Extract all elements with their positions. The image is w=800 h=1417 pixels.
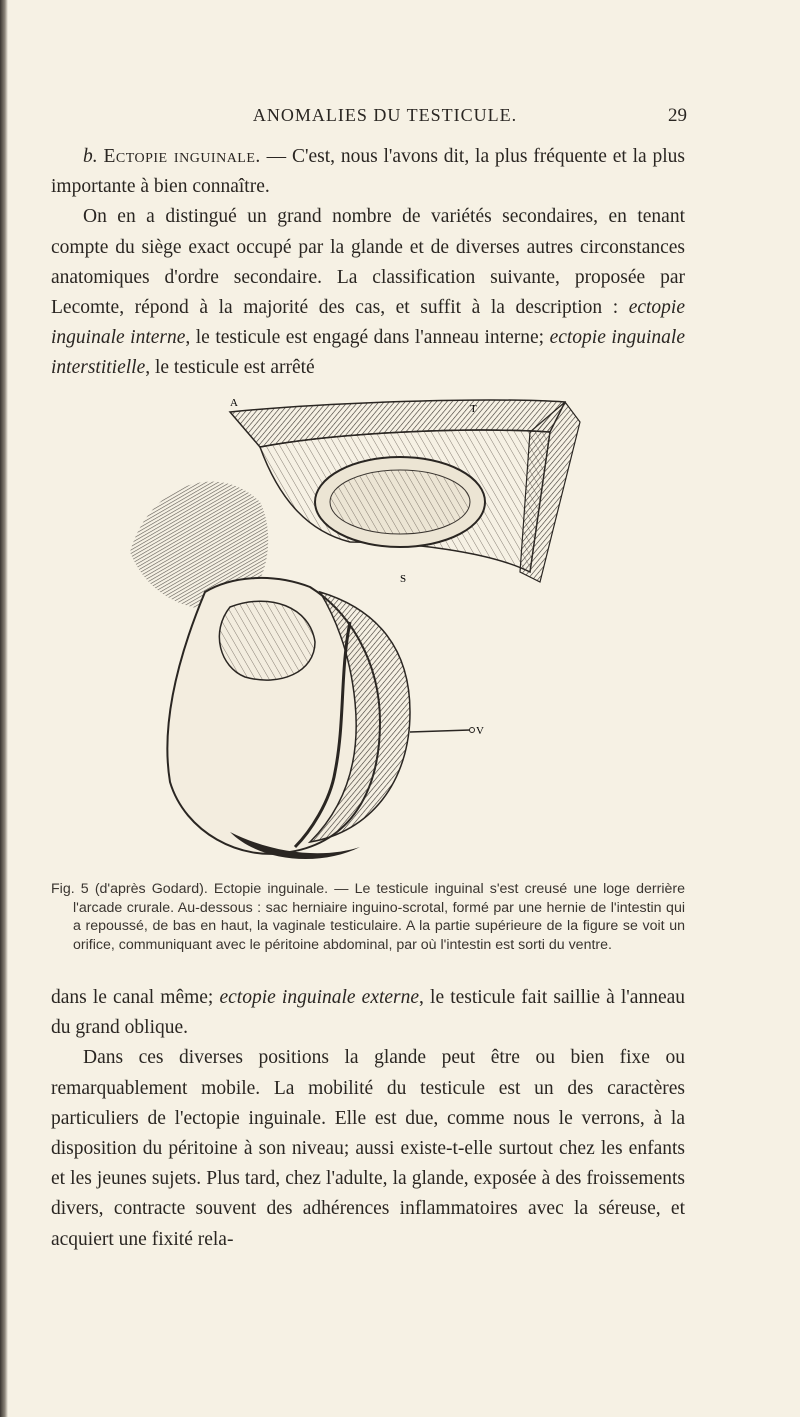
body-text-top bbox=[51, 142, 685, 384]
figure-caption bbox=[51, 880, 685, 954]
page-number: 29 bbox=[668, 105, 687, 126]
caption-text: Fig. 5 (d'après Godard). Ectopie inguinale. — Le testicule inguinal s'est creusé une loge derrière l'arcade crurale. Au-dessous : sac herniaire inguino-scrotal, formé par une hernie de l'intestin qui a repoussé, de bas en haut, la vaginale testiculaire. A la partie supérieure de la figure se voit un orifice, communiquant avec le péritoine abdominal, par où l'intestin est sorti du ventre. bbox=[51, 881, 685, 953]
paragraph-classification bbox=[51, 202, 685, 383]
figure-label-t: T bbox=[470, 403, 477, 415]
term-ectopie-interstitielle: ectopie inguinale interstitielle bbox=[51, 327, 686, 379]
running-title: ANOMALIES DU TESTICULE. bbox=[252, 105, 518, 125]
paragraph-ectopie-inguinale bbox=[51, 142, 685, 202]
page-binding-edge bbox=[0, 0, 8, 1417]
figure-label-v: V bbox=[476, 725, 484, 737]
pointer-end bbox=[470, 728, 475, 733]
inguinal-testicle bbox=[330, 470, 470, 534]
pointer-line bbox=[410, 730, 470, 732]
paragraph-1-text: — C'est, nous l'avons dit, la plus fréquente et la plus importante à bien connaître. bbox=[51, 146, 686, 198]
anatomical-figure bbox=[110, 392, 670, 870]
body-text-bottom bbox=[51, 983, 685, 1255]
engraving-illustration bbox=[110, 392, 670, 870]
page-header bbox=[0, 101, 800, 131]
figure-label-s: S bbox=[400, 573, 407, 585]
term-ectopie-externe: ectopie inguinale externe bbox=[219, 987, 420, 1008]
paragraph-mobility: Dans ces diverses positions la glande peut être ou bien fixe ou remarquablement mobile. La mobilité du testicule est un des caractères particuliers de l'ectopie inguinale. Elle est due, comme nous le verrons, à la disposition du péritoine à son niveau; aussi existe-t-elle surtout chez les enfants et les jeunes sujets. Plus tard, chez l'adulte, la glande, exposée à des froissements divers, contracte souvent des adhérences inflammatoires avec la séreuse, et acquiert une fixité rela- bbox=[51, 1047, 685, 1250]
section-heading: Ectopie inguinale. bbox=[103, 146, 261, 167]
paragraph-2-text-c: , le testicule est arrêté bbox=[145, 357, 315, 379]
paragraph-3-text-a: dans le canal même; bbox=[51, 987, 214, 1008]
paragraph-2-text-b: , le testicule est engagé dans l'anneau interne; bbox=[185, 327, 545, 349]
figure-label-a: A bbox=[230, 397, 238, 409]
paragraph-2-text-a: On en a distingué un grand nombre de variétés secondaires, en tenant compte du siège exact occupé par la glande et de diverses autres circonstances anatomiques d'ordre secondaire. La classification suivante, proposée par Lecomte, répond à la majorité des cas, et suffit à la description : bbox=[51, 206, 685, 319]
term-ectopie-interne: ectopie inguinale interne bbox=[51, 297, 685, 349]
paragraph-3-text-b: , le testicule fait saillie à l'anneau du grand oblique. bbox=[51, 987, 686, 1039]
paragraph-continued bbox=[51, 983, 685, 1043]
section-label: b. bbox=[83, 146, 98, 167]
